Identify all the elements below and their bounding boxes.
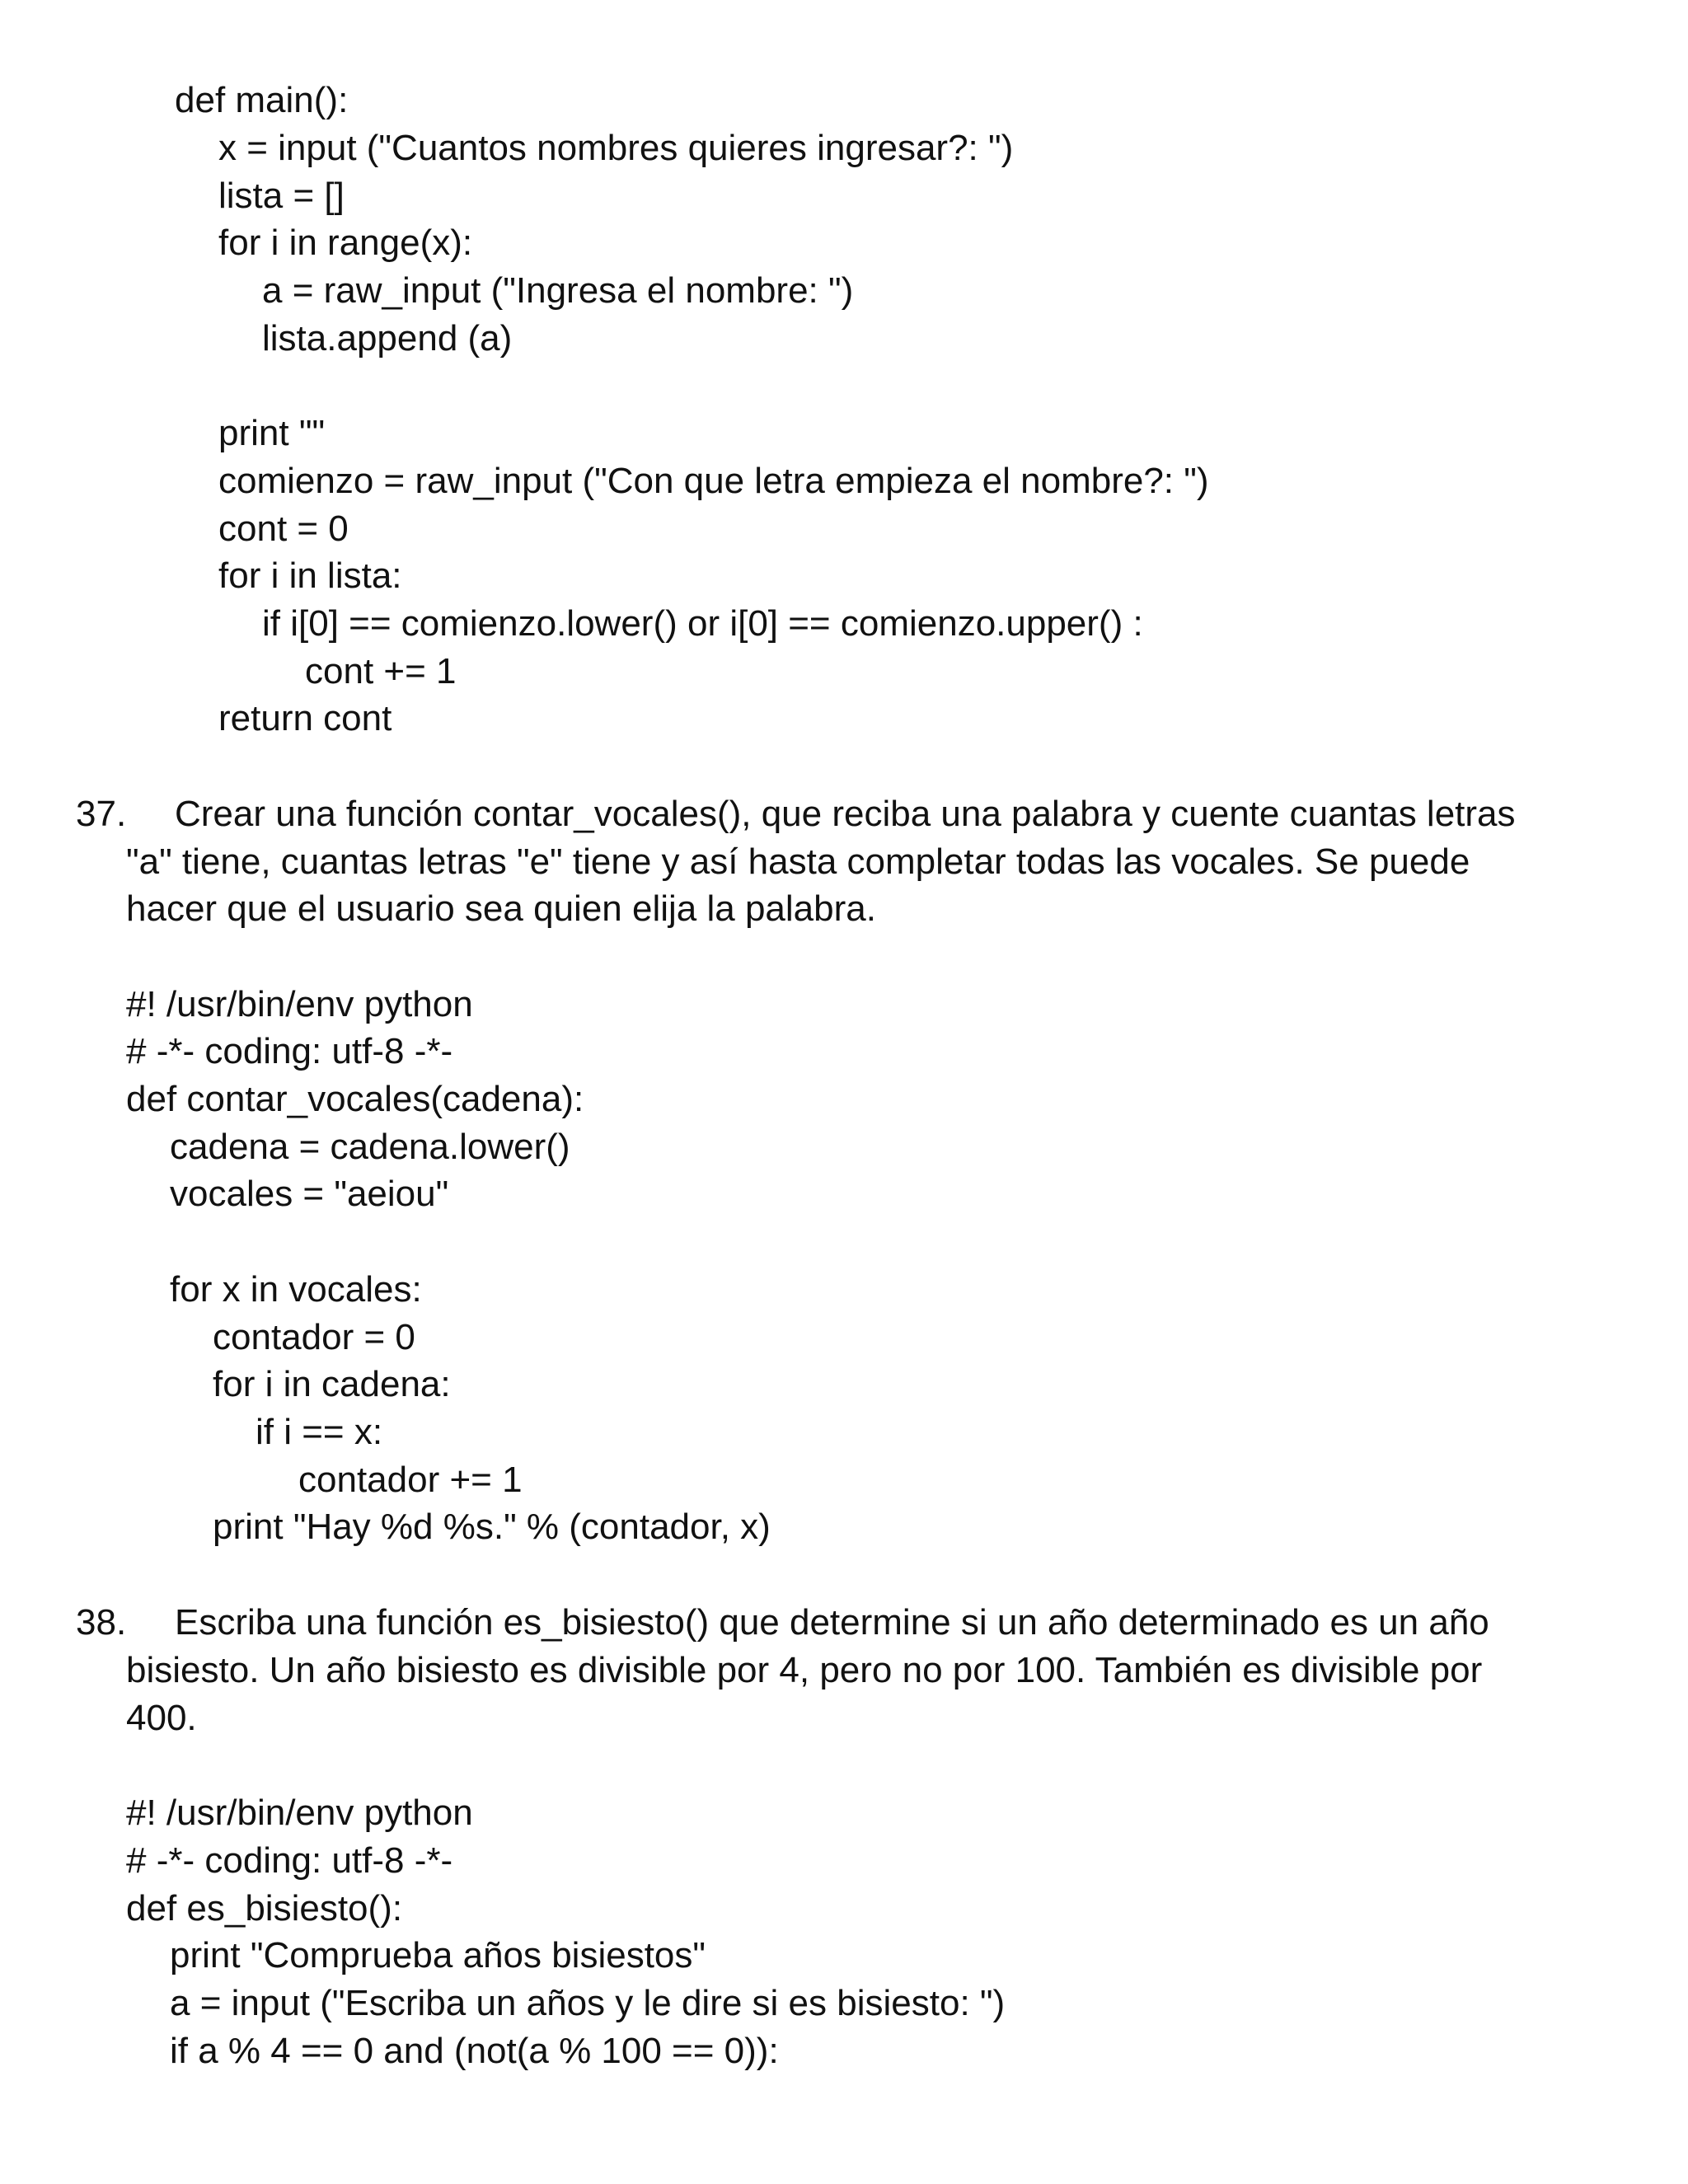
code-line: print "" [218, 413, 326, 453]
code-line: cadena = cadena.lower() [170, 1127, 570, 1167]
exercise-text-line: Escriba una función es_bisiesto() que determine si un año determinado es un año [175, 1602, 1489, 1643]
code-line: cont += 1 [305, 651, 457, 691]
code-line: if i[0] == comienzo.lower() or i[0] == comienzo.upper() : [262, 603, 1143, 644]
code-line: cont = 0 [218, 509, 349, 549]
code-line: # -*- coding: utf-8 -*- [126, 1840, 453, 1881]
exercise-text-line: Crear una función contar_vocales(), que reciba una palabra y cuente cuantas letras [175, 794, 1516, 834]
code-line: if i == x: [256, 1412, 383, 1452]
code-line: contador = 0 [213, 1317, 415, 1357]
code-line: def contar_vocales(cadena): [126, 1079, 584, 1119]
code-line: return cont [218, 698, 392, 738]
code-line: print "Hay %d %s." % (contador, x) [213, 1507, 771, 1547]
code-line: a = raw_input ("Ingresa el nombre: ") [262, 270, 854, 311]
code-line: for i in cadena: [213, 1364, 451, 1404]
code-line: if a % 4 == 0 and (not(a % 100 == 0)): [170, 2031, 779, 2071]
code-line: def es_bisiesto(): [126, 1888, 403, 1929]
code-line: for i in range(x): [218, 223, 473, 263]
code-line: vocales = "aeiou" [170, 1174, 449, 1214]
code-line: lista = [] [218, 176, 345, 216]
code-line: print "Comprueba años bisiestos" [170, 1935, 706, 1975]
exercise-text-line: 400. [126, 1698, 197, 1738]
code-line: lista.append (a) [262, 318, 513, 359]
code-line: x = input ("Cuantos nombres quieres ingresar?: ") [218, 128, 1014, 168]
exercise-text-line: bisiesto. Un año bisiesto es divisible por 4, pero no por 100. También es divisible por [126, 1650, 1483, 1690]
code-line: def main(): [175, 80, 349, 120]
exercise-number: 37. [76, 794, 127, 834]
code-line: for x in vocales: [170, 1269, 422, 1310]
exercise-text-line: "a" tiene, cuantas letras "e" tiene y así hasta completar todas las vocales. Se puede [126, 841, 1470, 882]
exercise-number: 38. [76, 1602, 127, 1643]
exercise-text-line: hacer que el usuario sea quien elija la palabra. [126, 888, 876, 929]
code-line: #! /usr/bin/env python [126, 984, 473, 1024]
code-line: for i in lista: [218, 555, 402, 596]
code-line: # -*- coding: utf-8 -*- [126, 1031, 453, 1071]
code-line: comienzo = raw_input ("Con que letra empieza el nombre?: ") [218, 461, 1209, 501]
code-line: #! /usr/bin/env python [126, 1793, 473, 1833]
code-line: contador += 1 [298, 1460, 523, 1500]
code-line: a = input ("Escriba un años y le dire si es bisiesto: ") [170, 1983, 1006, 2023]
